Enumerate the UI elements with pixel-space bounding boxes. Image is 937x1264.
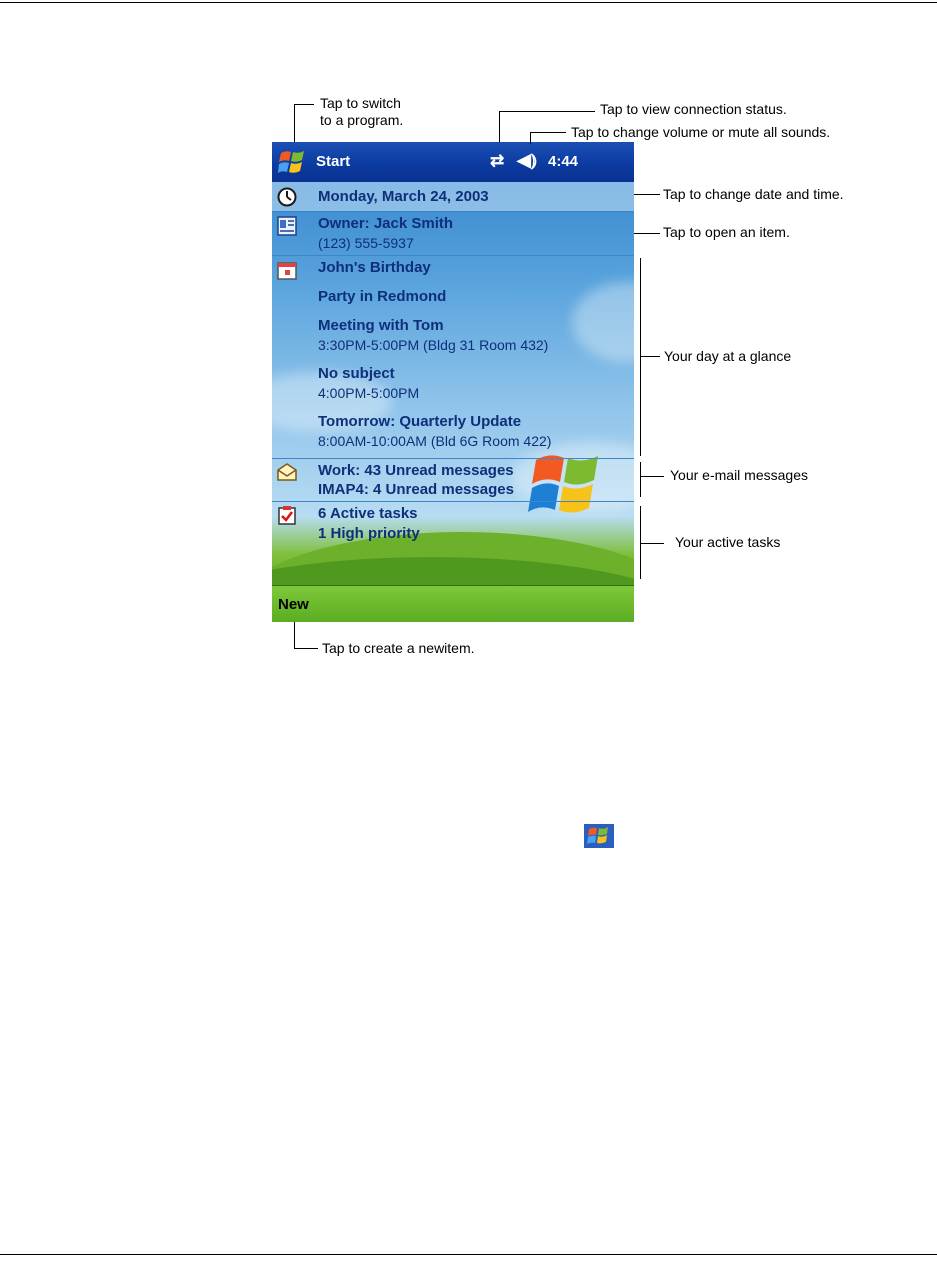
- connection-arrows-icon[interactable]: ⇄: [490, 151, 505, 170]
- appointment-time: 3:30PM-5:00PM (Bldg 31 Room 432): [318, 337, 549, 353]
- callout-line: [294, 622, 295, 648]
- callout-tasks: Your active tasks: [675, 534, 781, 550]
- command-bar: [272, 585, 634, 622]
- appointment-title[interactable]: Tomorrow: Quarterly Update: [318, 413, 522, 430]
- callout-line: [634, 233, 660, 234]
- callout-line: [640, 356, 660, 357]
- windows-flag-icon: [584, 824, 614, 848]
- callout-open-item: Tap to open an item.: [663, 224, 790, 240]
- callout-line: [640, 476, 664, 477]
- callout-volume: Tap to change volume or mute all sounds.: [571, 124, 831, 140]
- appointment-title[interactable]: No subject: [318, 365, 395, 382]
- task-summary: 6 Active tasks: [318, 505, 418, 522]
- appointment-time: 4:00PM-5:00PM: [318, 385, 420, 401]
- callout-line: [499, 111, 595, 112]
- date-text: Monday, March 24, 2003: [318, 188, 489, 205]
- new-button[interactable]: New: [278, 596, 309, 613]
- owner-row[interactable]: [272, 212, 634, 256]
- callout-line: [530, 132, 531, 144]
- title-bar: [272, 142, 634, 182]
- contact-card-icon: [277, 216, 297, 236]
- callout-line: [294, 104, 295, 142]
- appointment-title[interactable]: Party in Redmond: [318, 288, 447, 305]
- appointment-title[interactable]: Meeting with Tom: [318, 317, 444, 334]
- callout-switch-program: Tap to switch: [320, 95, 401, 111]
- callout-line: [294, 648, 318, 649]
- callout-new-item: Tap to create a newitem.: [322, 640, 475, 656]
- clipboard-check-icon: [277, 505, 297, 525]
- messages-row[interactable]: [272, 459, 634, 502]
- owner-phone: (123) 555-5937: [318, 235, 414, 251]
- callout-line: [499, 111, 500, 142]
- task-summary: 1 High priority: [318, 525, 420, 542]
- appointment-title[interactable]: John's Birthday: [318, 259, 431, 276]
- speaker-icon[interactable]: ◀︎⦆: [517, 150, 537, 170]
- callout-line: [294, 104, 314, 105]
- callout-line: [640, 543, 664, 544]
- callout-bracket: [640, 258, 641, 456]
- top-rule: [0, 2, 937, 3]
- start-flag-icon[interactable]: [278, 149, 308, 175]
- calendar-row[interactable]: [272, 256, 634, 459]
- appointment-time: 8:00AM-10:00AM (Bld 6G Room 422): [318, 433, 552, 449]
- callout-date-time: Tap to change date and time.: [663, 186, 844, 202]
- callout-bracket: [640, 462, 641, 497]
- clock-time[interactable]: 4:44: [548, 153, 579, 170]
- calendar-icon: [277, 261, 297, 281]
- message-summary: IMAP4: 4 Unread messages: [318, 481, 514, 498]
- callout-line: [530, 132, 566, 133]
- envelope-icon: [277, 462, 297, 482]
- callout-connection: Tap to view connection status.: [600, 101, 787, 117]
- today-screen: [272, 142, 634, 622]
- message-summary: Work: 43 Unread messages: [318, 462, 514, 479]
- tasks-row[interactable]: [272, 502, 634, 552]
- callout-day-glance: Your day at a glance: [664, 348, 792, 364]
- owner-name: Owner: Jack Smith: [318, 215, 454, 232]
- callout-line: [634, 194, 660, 195]
- clock-icon: [277, 187, 297, 207]
- bottom-rule: [0, 1254, 937, 1255]
- start-menu-button[interactable]: Start: [316, 153, 351, 170]
- callout-switch-program: to a program.: [320, 112, 404, 128]
- callout-email: Your e-mail messages: [670, 467, 808, 483]
- date-row[interactable]: [272, 182, 634, 212]
